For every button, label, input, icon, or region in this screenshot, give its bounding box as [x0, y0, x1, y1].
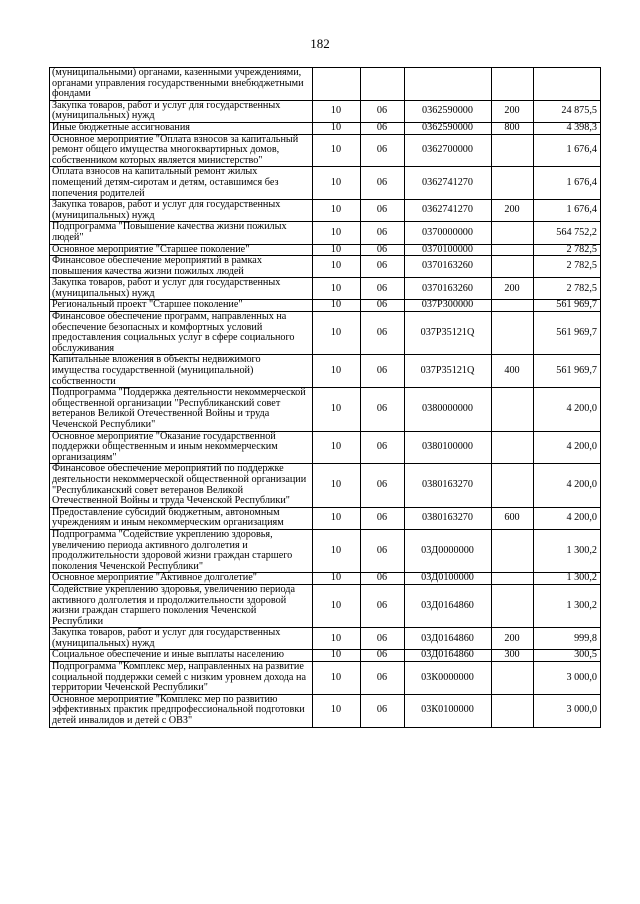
expense-type-cell: 400 [492, 355, 534, 388]
amount-cell: 1 676,4 [534, 167, 601, 200]
row-name-cell: Подпрограмма "Содействие укреплению здоровья, увеличению периода активного долголетия и продолжительности здоровой жизни граждан старшего поколения Чеченской Республики" [50, 529, 313, 572]
table-row [50, 573, 601, 585]
expense-type-cell [492, 167, 534, 200]
expense-type-cell [492, 222, 534, 244]
row-name-cell: Содействие укреплению здоровья, увеличению периода активного долголетия и продолжительности здоровой жизни граждан старшего поколения Чеченской Республики [50, 584, 313, 627]
expense-type-cell [492, 431, 534, 464]
expense-type-cell: 800 [492, 122, 534, 134]
expense-type-cell [492, 584, 534, 627]
target-article-cell [405, 68, 492, 101]
section-code-cell: 10 [313, 167, 361, 200]
section-code-cell: 10 [313, 355, 361, 388]
section-code-cell: 10 [313, 507, 361, 529]
target-article-cell: 0362700000 [405, 134, 492, 167]
subsection-code-cell: 06 [361, 464, 405, 507]
table-row [50, 650, 601, 662]
amount-cell [534, 68, 601, 101]
subsection-code-cell: 06 [361, 662, 405, 695]
amount-cell: 4 200,0 [534, 464, 601, 507]
table-row [50, 464, 601, 507]
expense-type-cell [492, 256, 534, 278]
amount-cell: 2 782,5 [534, 278, 601, 300]
section-code-cell: 10 [313, 694, 361, 727]
table-row [50, 694, 601, 727]
subsection-code-cell: 06 [361, 256, 405, 278]
table-row [50, 167, 601, 200]
section-code-cell: 10 [313, 650, 361, 662]
subsection-code-cell: 06 [361, 650, 405, 662]
subsection-code-cell: 06 [361, 312, 405, 355]
section-code-cell: 10 [313, 662, 361, 695]
target-article-cell: 03К0000000 [405, 662, 492, 695]
target-article-cell: 0370000000 [405, 222, 492, 244]
section-code-cell: 10 [313, 312, 361, 355]
amount-cell: 3 000,0 [534, 662, 601, 695]
section-code-cell: 10 [313, 100, 361, 122]
target-article-cell: 0380163270 [405, 464, 492, 507]
subsection-code-cell: 06 [361, 222, 405, 244]
row-name-cell: Иные бюджетные ассигнования [50, 122, 313, 134]
section-code-cell: 10 [313, 244, 361, 256]
expense-type-cell [492, 573, 534, 585]
row-name-cell: Капитальные вложения в объекты недвижимого имущества государственной (муниципальной) собственности [50, 355, 313, 388]
table-row [50, 431, 601, 464]
subsection-code-cell: 06 [361, 278, 405, 300]
table-row [50, 256, 601, 278]
row-name-cell: Основное мероприятие "Старшее поколение" [50, 244, 313, 256]
table-row [50, 355, 601, 388]
subsection-code-cell: 06 [361, 507, 405, 529]
row-name-cell: Предоставление субсидий бюджетным, автономным учреждениям и иным некоммерческим организациям [50, 507, 313, 529]
target-article-cell: 03К0100000 [405, 694, 492, 727]
target-article-cell: 037P300000 [405, 300, 492, 312]
amount-cell: 4 398,3 [534, 122, 601, 134]
expense-type-cell: 200 [492, 100, 534, 122]
expense-type-cell [492, 694, 534, 727]
expense-type-cell: 200 [492, 628, 534, 650]
row-name-cell: (муниципальными) органами, казенными учреждениями, органами управления государственными внебюджетными фондами [50, 68, 313, 101]
table-row [50, 222, 601, 244]
expense-type-cell [492, 388, 534, 431]
target-article-cell: 037P35121Q [405, 355, 492, 388]
target-article-cell: 0380163270 [405, 507, 492, 529]
target-article-cell: 0380000000 [405, 388, 492, 431]
subsection-code-cell: 06 [361, 431, 405, 464]
table-row [50, 300, 601, 312]
row-name-cell: Социальное обеспечение и иные выплаты населению [50, 650, 313, 662]
page-number: 182 [310, 36, 330, 51]
row-name-cell: Закупка товаров, работ и услуг для государственных (муниципальных) нужд [50, 628, 313, 650]
expense-type-cell: 200 [492, 278, 534, 300]
target-article-cell: 0362741270 [405, 167, 492, 200]
amount-cell: 3 000,0 [534, 694, 601, 727]
row-name-cell: Финансовое обеспечение мероприятий по поддержке деятельности некоммерческой общественной организации "Республиканский совет ветеранов Великой Отечественной Войны и труда Чеченской Республики" [50, 464, 313, 507]
expense-type-cell [492, 244, 534, 256]
table-row [50, 100, 601, 122]
target-article-cell: 03Д0164860 [405, 584, 492, 627]
table-row [50, 134, 601, 167]
expense-type-cell [492, 662, 534, 695]
subsection-code-cell: 06 [361, 134, 405, 167]
row-name-cell: Финансовое обеспечение мероприятий в рамках повышения качества жизни пожилых людей [50, 256, 313, 278]
table-row [50, 68, 601, 101]
amount-cell: 2 782,5 [534, 244, 601, 256]
amount-cell: 24 875,5 [534, 100, 601, 122]
expense-type-cell [492, 134, 534, 167]
amount-cell: 1 300,2 [534, 584, 601, 627]
row-name-cell: Основное мероприятие "Комплекс мер по развитию эффективных практик предпрофессиональной подготовки детей инвалидов и детей с ОВЗ" [50, 694, 313, 727]
section-code-cell: 10 [313, 431, 361, 464]
subsection-code-cell: 06 [361, 355, 405, 388]
amount-cell: 2 782,5 [534, 256, 601, 278]
target-article-cell: 037P35121Q [405, 312, 492, 355]
target-article-cell: 0380100000 [405, 431, 492, 464]
subsection-code-cell: 06 [361, 122, 405, 134]
subsection-code-cell: 06 [361, 584, 405, 627]
target-article-cell: 03Д0000000 [405, 529, 492, 572]
expense-type-cell: 300 [492, 650, 534, 662]
subsection-code-cell: 06 [361, 167, 405, 200]
amount-cell: 1 300,2 [534, 573, 601, 585]
section-code-cell: 10 [313, 278, 361, 300]
row-name-cell: Подпрограмма "Поддержка деятельности некоммерческой общественной организации "Республиканский совет ветеранов Великой Отечественной Войны и труда Чеченской Республики" [50, 388, 313, 431]
section-code-cell: 10 [313, 256, 361, 278]
subsection-code-cell: 06 [361, 694, 405, 727]
table-row [50, 628, 601, 650]
section-code-cell: 10 [313, 584, 361, 627]
table-row [50, 312, 601, 355]
row-name-cell: Подпрограмма "Комплекс мер, направленных на развитие социальной поддержки семей с низким уровнем дохода на территории Чеченской Республики" [50, 662, 313, 695]
section-code-cell: 10 [313, 300, 361, 312]
subsection-code-cell: 06 [361, 244, 405, 256]
table-row [50, 244, 601, 256]
subsection-code-cell: 06 [361, 300, 405, 312]
row-name-cell: Региональный проект "Старшее поколение" [50, 300, 313, 312]
section-code-cell: 10 [313, 573, 361, 585]
expense-type-cell [492, 312, 534, 355]
amount-cell: 1 676,4 [534, 134, 601, 167]
target-article-cell: 0362590000 [405, 100, 492, 122]
subsection-code-cell: 06 [361, 200, 405, 222]
target-article-cell: 0370163260 [405, 256, 492, 278]
subsection-code-cell: 06 [361, 529, 405, 572]
amount-cell: 564 752,2 [534, 222, 601, 244]
amount-cell: 4 200,0 [534, 507, 601, 529]
amount-cell: 4 200,0 [534, 431, 601, 464]
target-article-cell: 03Д0164860 [405, 650, 492, 662]
budget-table-body [50, 68, 601, 728]
amount-cell: 1 300,2 [534, 529, 601, 572]
row-name-cell: Закупка товаров, работ и услуг для государственных (муниципальных) нужд [50, 200, 313, 222]
row-name-cell: Оплата взносов на капитальный ремонт жилых помещений детям-сиротам и детям, оставшимся без попечения родителей [50, 167, 313, 200]
section-code-cell: 10 [313, 529, 361, 572]
table-row [50, 662, 601, 695]
target-article-cell: 0370100000 [405, 244, 492, 256]
expense-type-cell: 600 [492, 507, 534, 529]
amount-cell: 561 969,7 [534, 355, 601, 388]
row-name-cell: Закупка товаров, работ и услуг для государственных (муниципальных) нужд [50, 278, 313, 300]
section-code-cell: 10 [313, 222, 361, 244]
expense-type-cell [492, 68, 534, 101]
amount-cell: 561 969,7 [534, 300, 601, 312]
amount-cell: 561 969,7 [534, 312, 601, 355]
expense-type-cell [492, 300, 534, 312]
budget-table [49, 67, 601, 728]
section-code-cell: 10 [313, 134, 361, 167]
amount-cell: 4 200,0 [534, 388, 601, 431]
subsection-code-cell [361, 68, 405, 101]
row-name-cell: Финансовое обеспечение программ, направленных на обеспечение безопасных и комфортных условий предоставления социальных услуг в сфере социального обслуживания [50, 312, 313, 355]
expense-type-cell: 200 [492, 200, 534, 222]
section-code-cell: 10 [313, 200, 361, 222]
expense-type-cell [492, 529, 534, 572]
target-article-cell: 0362741270 [405, 200, 492, 222]
section-code-cell: 10 [313, 388, 361, 431]
subsection-code-cell: 06 [361, 573, 405, 585]
target-article-cell: 0362590000 [405, 122, 492, 134]
table-row [50, 584, 601, 627]
table-row [50, 507, 601, 529]
target-article-cell: 03Д0100000 [405, 573, 492, 585]
target-article-cell: 03Д0164860 [405, 628, 492, 650]
row-name-cell: Закупка товаров, работ и услуг для государственных (муниципальных) нужд [50, 100, 313, 122]
table-row [50, 529, 601, 572]
amount-cell: 300,5 [534, 650, 601, 662]
table-row [50, 388, 601, 431]
table-row [50, 278, 601, 300]
amount-cell: 999,8 [534, 628, 601, 650]
target-article-cell: 0370163260 [405, 278, 492, 300]
expense-type-cell [492, 464, 534, 507]
subsection-code-cell: 06 [361, 628, 405, 650]
section-code-cell: 10 [313, 122, 361, 134]
subsection-code-cell: 06 [361, 388, 405, 431]
row-name-cell: Основное мероприятие "Оказание государственной поддержки общественным и иным некоммерческим организациям" [50, 431, 313, 464]
table-row [50, 200, 601, 222]
amount-cell: 1 676,4 [534, 200, 601, 222]
row-name-cell: Основное мероприятие "Активное долголетие" [50, 573, 313, 585]
section-code-cell: 10 [313, 464, 361, 507]
subsection-code-cell: 06 [361, 100, 405, 122]
section-code-cell: 10 [313, 628, 361, 650]
row-name-cell: Подпрограмма "Повышение качества жизни пожилых людей" [50, 222, 313, 244]
row-name-cell: Основное мероприятие "Оплата взносов за капитальный ремонт общего имущества многоквартирных домов, собственником которых является министерство" [50, 134, 313, 167]
section-code-cell [313, 68, 361, 101]
table-row [50, 122, 601, 134]
